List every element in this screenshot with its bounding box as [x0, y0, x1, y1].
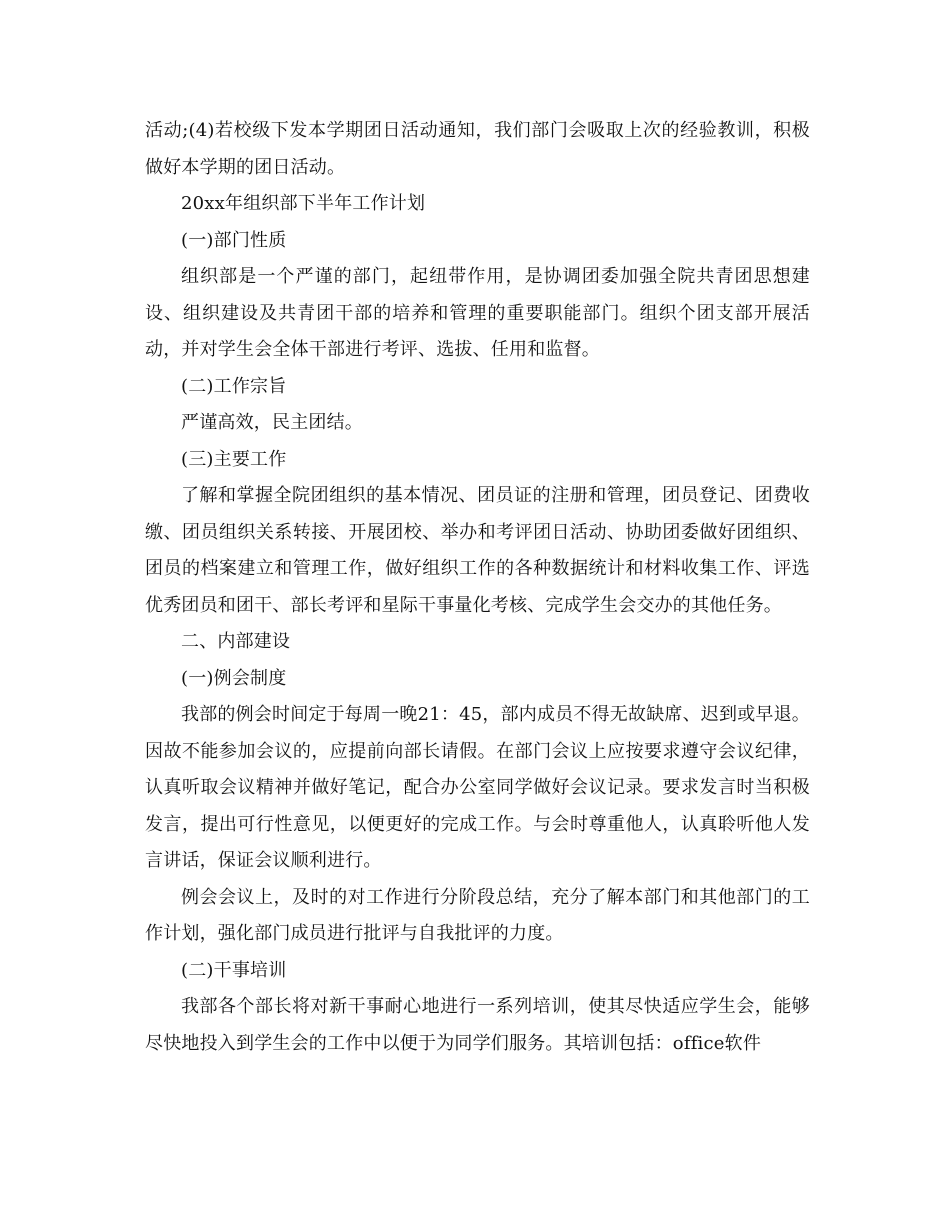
document-body — [145, 113, 810, 1062]
paragraph: 我部各个部长将对新干事耐心地进行一系列培训，使其尽快适应学生会，能够尽快地投入到学生会的工作中以便于为同学们服务。其培训包括：office软件 — [145, 996, 810, 1054]
subsection-heading: (一)例会制度 — [181, 667, 287, 689]
subsection-heading: (三)主要工作 — [181, 448, 287, 470]
section-title: 20xx年组织部下半年工作计划 — [181, 193, 426, 214]
paragraph: 组织部是一个严谨的部门，起纽带作用，是协调团委加强全院共青团思想建设、组织建设及共青团干部的培养和管理的重要职能部门。组织个团支部开展活动，并对学生会全体干部进行考评、选拔、任用和监督。 — [145, 266, 810, 360]
section-heading: 二、内部建设 — [181, 631, 291, 652]
subsection-heading: (二)工作宗旨 — [181, 375, 287, 397]
subsection-heading: (二)干事培训 — [181, 959, 287, 981]
paragraph: 了解和掌握全院团组织的基本情况、团员证的注册和管理，团员登记、团费收缴、团员组织关系转接、开展团校、举办和考评团日活动、协助团委做好团组织、团员的档案建立和管理工作，做好组织工作的各种数据统计和材料收集工作、评选优秀团员和团干、部长考评和星际干事量化考核、完成学生会交办的其他任务。 — [145, 485, 810, 616]
paragraph: 例会会议上，及时的对工作进行分阶段总结，充分了解本部门和其他部门的工作计划，强化部门成员进行批评与自我批评的力度。 — [145, 886, 810, 944]
paragraph: 活动;(4)若校级下发本学期团日活动通知，我们部门会吸取上次的经验教训，积极做好本学期的团日活动。 — [145, 120, 810, 178]
paragraph: 我部的例会时间定于每周一晚21：45，部内成员不得无故缺席、迟到或早退。因故不能参加会议的，应提前向部长请假。在部门会议上应按要求遵守会议纪律，认真听取会议精神并做好笔记，配合办公室同学做好会议记录。要求发言时当积极发言，提出可行性意见，以便更好的完成工作。与会时尊重他人，认真聆听他人发言讲话，保证会议顺利进行。 — [145, 704, 811, 871]
subsection-heading: (一)部门性质 — [181, 229, 287, 251]
paragraph: 严谨高效，民主团结。 — [181, 412, 363, 433]
